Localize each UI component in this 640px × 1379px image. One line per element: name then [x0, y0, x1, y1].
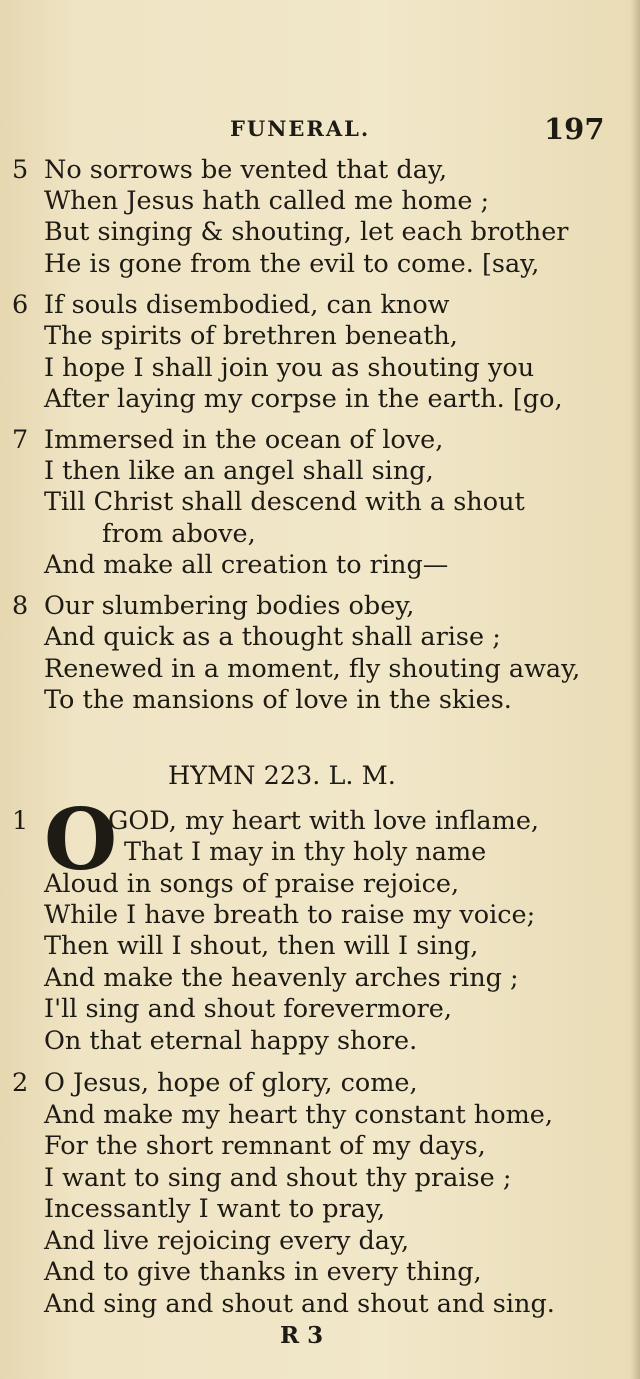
verse-line: And quick as a thought shall arise ;	[44, 622, 501, 652]
stanza-number: 8	[12, 591, 29, 621]
verse-line: I hope I shall join you as shouting you	[44, 353, 535, 383]
verse-line: Our slumbering bodies obey,	[44, 591, 415, 621]
verse-line: To the mansions of love in the skies.	[44, 685, 512, 715]
verse-line: And make the heavenly arches ring ;	[44, 963, 519, 993]
signature-mark: R 3	[280, 1322, 324, 1349]
verse-line: GOD, my heart with love inflame,	[108, 806, 540, 836]
verse-line: When Jesus hath called me home ;	[44, 186, 490, 216]
verse-line: And make my heart thy constant home,	[44, 1100, 553, 1130]
verse-line: Renewed in a moment, fly shouting away,	[44, 654, 581, 684]
drop-cap: O	[44, 790, 118, 889]
running-head	[0, 112, 640, 146]
page-number: 197	[544, 112, 605, 146]
verse-line: No sorrows be vented that day,	[44, 155, 448, 185]
verse-line: He is gone from the evil to come. [say,	[44, 249, 540, 279]
verse-line: And sing and shout and shout and sing.	[44, 1289, 555, 1319]
verse-line: And live rejoicing every day,	[44, 1226, 410, 1256]
verse-line: For the short remnant of my days,	[44, 1131, 486, 1161]
verse-line: O Jesus, hope of glory, come,	[44, 1068, 418, 1098]
verse-line: from above,	[102, 519, 256, 549]
hymn-title: HYMN 223. L. M.	[168, 761, 396, 791]
verse-line: Immersed in the ocean of love,	[44, 425, 444, 455]
stanza-number: 2	[12, 1068, 29, 1098]
verse-line: I then like an angel shall sing,	[44, 456, 434, 486]
verse-line: The spirits of brethren beneath,	[44, 321, 458, 351]
stanza-number: 6	[12, 290, 29, 320]
verse-line: I'll sing and shout forevermore,	[44, 994, 452, 1024]
verse-line: If souls disembodied, can know	[44, 290, 450, 320]
stanza-number: 1	[12, 806, 29, 836]
verse-line: Incessantly I want to pray,	[44, 1194, 386, 1224]
verse-line: But singing & shouting, let each brother	[44, 217, 569, 247]
verse-line: And to give thanks in every thing,	[44, 1257, 482, 1287]
verse-line: On that eternal happy shore.	[44, 1026, 418, 1056]
verse-line: Aloud in songs of praise rejoice,	[44, 869, 460, 899]
verse-line: After laying my corpse in the earth. [go,	[44, 384, 563, 414]
running-title: FUNERAL.	[230, 116, 371, 141]
verse-line: While I have breath to raise my voice;	[44, 900, 536, 930]
stanza-number: 7	[12, 425, 29, 455]
verse-line: And make all creation to ring—	[44, 550, 449, 580]
verse-line: Till Christ shall descend with a shout	[44, 487, 525, 517]
verse-line: That I may in thy holy name	[124, 837, 487, 867]
page-edge-shadow	[630, 0, 640, 1379]
verse-line: Then will I shout, then will I sing,	[44, 931, 479, 961]
stanza-number: 5	[12, 155, 29, 185]
verse-line: I want to sing and shout thy praise ;	[44, 1163, 512, 1193]
